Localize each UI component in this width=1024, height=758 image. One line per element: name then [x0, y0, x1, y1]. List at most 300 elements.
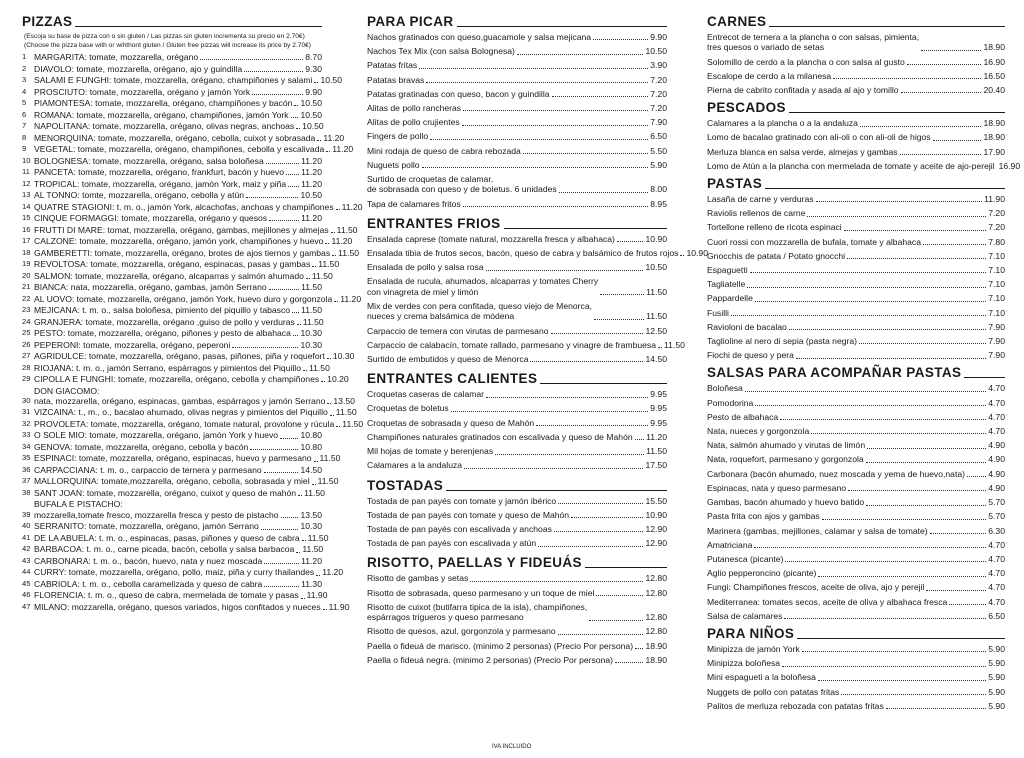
menu-item	[22, 259, 340, 269]
item-name: Palitos de merluza rebozada con patatas fritas	[707, 700, 884, 711]
leader-dots	[517, 54, 644, 55]
leader-dots	[426, 82, 648, 83]
item-price: 11.20	[301, 178, 322, 189]
item-price: 7.10	[988, 265, 1005, 276]
menu-item	[22, 487, 325, 498]
entrantes-frios-list	[367, 233, 708, 365]
item-price: 4.70	[988, 383, 1005, 394]
item-number: 45	[22, 578, 31, 588]
item-number: 37	[22, 476, 31, 486]
leader-dots	[594, 319, 644, 320]
item-name: CARPACCIANA: t. m. o., carpaccio de ternera y parmesano	[34, 464, 262, 475]
item-price: 7.90	[988, 350, 1005, 361]
item-name: Minipizza boloñesa	[707, 658, 781, 669]
leader-dots	[266, 163, 299, 164]
menu-item	[707, 118, 1005, 128]
item-number: 19	[22, 259, 31, 268]
menu-item	[367, 354, 667, 364]
menu-item	[367, 160, 667, 170]
item-name: Aglio pepperoncino (picante)	[707, 568, 817, 579]
item-name: Champiñones naturales gratinados con escalivada y queso de Mahón	[367, 431, 633, 442]
leader-dots	[293, 335, 299, 336]
leader-dots	[901, 92, 982, 93]
gluten-note-es: (Escoja su base de pizza con o sin gluten / Las pizzas sin gluten incrementa su precio en 2.70€)	[24, 33, 305, 40]
leader-dots	[785, 561, 986, 562]
leader-dots	[291, 117, 299, 118]
item-number: 32	[22, 418, 31, 428]
item-name: Carpaccio de calabacín, tomate rallado, parmesano y vinagre de frambuesa	[367, 339, 657, 350]
leader-dots	[967, 476, 986, 477]
menu-item	[707, 483, 1005, 493]
item-name: Tortellone relleno de ricota espinaci	[707, 222, 842, 233]
item-name: Pomodorina	[707, 397, 754, 408]
leader-dots	[326, 151, 330, 152]
menu-item	[22, 270, 333, 281]
item-price: 11.50	[338, 247, 360, 258]
item-name: CARBONARA: t. m. o., bacón, huevo, nata y nuez moscada	[34, 555, 263, 566]
leader-dots	[755, 405, 986, 406]
item-price: 7.10	[988, 279, 1005, 290]
leader-dots	[430, 139, 648, 140]
leader-dots	[422, 167, 649, 168]
menu-item	[707, 383, 1005, 393]
item-name: Marinera (gambas, mejillones, calamar y salsa de tomate)	[707, 525, 928, 536]
leader-dots	[866, 462, 987, 463]
menu-item	[367, 131, 667, 141]
menu-item	[22, 317, 322, 327]
menu-item	[22, 110, 322, 120]
item-price: 17.90	[983, 146, 1005, 157]
item-price: 11.20	[301, 213, 322, 223]
leader-dots	[250, 449, 298, 450]
item-price: 7.20	[650, 74, 667, 85]
item-name: SALAMI E FUNGHI: tomate, mozzarella, orégano, champiñones y salami	[34, 75, 313, 85]
leader-dots	[530, 361, 643, 362]
item-name: PROVOLETA: tomate, mozzarella, orégano, tomate natural, provolone y rúcula	[34, 418, 335, 429]
item-name: Fingers de pollo	[367, 131, 429, 142]
menu-item	[367, 248, 708, 259]
pizzas-header	[22, 14, 322, 29]
leader-dots	[930, 533, 987, 534]
item-price: 5.90	[988, 686, 1005, 697]
tax-note: IVA INCLUIDO	[492, 744, 532, 750]
item-name: BUFALA E PISTACHO:	[34, 499, 123, 510]
item-price: 7.10	[988, 307, 1005, 318]
item-number: 15	[22, 213, 31, 222]
item-name: Ensalada caprese (tomate natural, mozzarella fresca y albahaca)	[367, 233, 615, 244]
ninos-list	[707, 644, 1005, 711]
item-name: Tostada de pan payés con escalivada y atún	[367, 538, 537, 549]
item-name: Nachos Tex Mix (con salsa Bolognesa)	[367, 46, 515, 57]
item-price: 4.70	[988, 397, 1005, 408]
item-price: 5.90	[988, 700, 1005, 711]
item-name: Amatriciana	[707, 539, 753, 550]
item-price: 11.50	[335, 407, 357, 418]
item-name: Nachos gratinados con queso,guacamole y salsa mejicana	[367, 32, 592, 42]
menu-item	[707, 85, 1005, 95]
menu-item	[367, 117, 667, 127]
leader-dots	[269, 220, 299, 221]
item-price: 10.30	[332, 351, 355, 361]
section-title: SALSAS PARA ACOMPAÑAR PASTAS	[707, 365, 962, 381]
item-price: 16.90	[998, 160, 1021, 171]
item-name: FRUTTI DI MARE: tomat, mozzarella, orégano, gambas, mejillones y almejas	[34, 224, 329, 235]
leader-dots	[292, 312, 299, 313]
item-price: 7.90	[650, 117, 667, 128]
item-price: 11.20	[331, 236, 353, 246]
leader-dots	[286, 174, 299, 175]
menu-item	[367, 199, 667, 209]
menu-item	[22, 418, 364, 429]
menu-item	[22, 532, 329, 543]
leader-dots	[296, 128, 300, 129]
leader-dots	[264, 586, 299, 587]
item-price: 10.50	[645, 46, 667, 57]
item-price: 11.20	[340, 293, 362, 304]
item-price: 11.20	[301, 167, 322, 177]
item-name: Gambas, bacón ahumado y huevo batido	[707, 497, 865, 508]
item-price: 4.70	[988, 539, 1005, 550]
item-price: 11.50	[319, 453, 341, 464]
item-price: 4.90	[988, 440, 1005, 451]
leader-dots	[419, 68, 648, 69]
leader-dots	[807, 216, 986, 217]
menu-item	[707, 32, 1005, 53]
item-name: Gnocchis de patata / Potato gnocchi	[707, 250, 846, 261]
item-number: 29	[22, 374, 31, 383]
item-price: 10.90	[645, 233, 667, 244]
menu-item	[707, 611, 1005, 621]
item-price: 11.50	[304, 487, 325, 498]
pastas-list	[707, 194, 1005, 361]
menu-item	[707, 454, 1005, 464]
leader-dots	[232, 347, 298, 348]
item-price: 18.90	[645, 640, 667, 651]
menu-item	[22, 601, 350, 612]
item-price: 6.50	[988, 610, 1005, 621]
menu-item	[707, 293, 1005, 303]
item-name: Croquetas caseras de calamar	[367, 389, 485, 400]
menu-item	[367, 60, 667, 70]
menu-item	[367, 46, 667, 56]
leader-dots	[558, 503, 643, 504]
leader-dots	[536, 425, 648, 426]
leader-dots	[600, 294, 644, 295]
item-name: Boloñesa	[707, 383, 743, 394]
carnes-list	[707, 32, 1005, 95]
item-number: 1	[22, 52, 27, 61]
item-price: 10.30	[300, 339, 322, 350]
menu-item	[367, 89, 667, 99]
item-number: 41	[22, 532, 31, 542]
item-price: 20.40	[983, 85, 1005, 96]
item-price: 10.50	[645, 262, 667, 273]
leader-dots	[462, 125, 649, 126]
item-name: Tagliatelle	[707, 279, 746, 290]
item-name: Pesto de albahaca	[707, 411, 779, 422]
item-price: 4.70	[988, 411, 1005, 422]
menu-item	[707, 672, 1005, 682]
leader-dots	[886, 708, 987, 709]
menu-item	[22, 567, 344, 578]
menu-item	[22, 442, 322, 452]
menu-item	[22, 201, 363, 212]
item-number: 5	[22, 98, 27, 107]
item-number: 23	[22, 305, 31, 314]
menu-item	[22, 430, 322, 440]
item-name: SERRANITO: tomate, mozzarella, orégano, jamón Serrano	[34, 521, 259, 532]
item-price: 4.70	[988, 426, 1005, 437]
item-name: Nata, roquefort, parmesano y gorgonzola	[707, 454, 864, 465]
item-price: 8.00	[650, 184, 667, 195]
menu-item	[22, 213, 322, 223]
item-number: 46	[22, 590, 31, 600]
item-name: NAPOLITANA: tomate, mozzarella, orégano, olivas negras, anchoas	[34, 121, 295, 131]
item-price: 3.90	[650, 60, 667, 71]
item-price: 7.20	[650, 88, 667, 99]
leader-dots	[301, 598, 305, 599]
item-name: Tostada de pan payés con escalivada y anchoas	[367, 523, 552, 534]
leader-dots	[900, 154, 982, 155]
item-name-continued: con vinagreta de miel y limón	[367, 286, 479, 297]
item-price: 10.50	[300, 109, 322, 120]
leader-dots	[302, 540, 306, 541]
item-name: BOLOGNESA: tomate, mozzarella, orégano, salsa boloñesa	[34, 155, 264, 166]
leader-dots	[523, 153, 648, 154]
item-name: QUATRE STAGIONI: t. m. o., jamón York, alcachofas, anchoas y champiñones	[34, 201, 334, 212]
item-price: 12.90	[645, 523, 667, 534]
item-price: 12.80	[645, 626, 667, 637]
leader-dots	[486, 270, 644, 271]
item-number: 9	[22, 144, 27, 153]
item-name: Paella o fideuá de marisco. (minimo 2 personas) (Precio Por persona)	[367, 640, 634, 651]
item-price: 10.50	[300, 190, 322, 200]
item-price: 11.50	[646, 311, 667, 322]
item-name: Tapa de calamares fritos	[367, 198, 461, 209]
menu-item	[707, 194, 1005, 204]
section-title: PASTAS	[707, 176, 763, 192]
menu-item	[22, 224, 358, 235]
item-name: Mediterranea: tomates secos, aceite de oliva y albahaca fresca	[707, 596, 948, 607]
item-price: 14.50	[300, 464, 322, 475]
pizza-list	[22, 52, 364, 612]
item-price: 7.20	[988, 208, 1005, 219]
leader-dots	[312, 484, 316, 485]
item-name: PESTO: tomate, mozzarella, orégano, piñones y pesto de albahaca	[34, 328, 291, 338]
leader-dots	[312, 266, 316, 267]
menu-item	[22, 465, 322, 475]
risotto-list	[367, 573, 667, 665]
menu-item	[22, 75, 342, 85]
item-number: 26	[22, 339, 31, 349]
item-name: Fiochi de queso y pera	[707, 350, 794, 361]
leader-dots	[281, 517, 299, 518]
menu-item	[707, 497, 1005, 507]
item-price: 5.90	[988, 672, 1005, 683]
item-price: 13.50	[300, 509, 322, 520]
item-price: 9.30	[305, 63, 322, 74]
item-price: 11.50	[302, 544, 324, 555]
item-price: 11.50	[646, 446, 667, 457]
item-number: 11	[22, 167, 30, 176]
menu-item	[22, 98, 322, 108]
ninos-header	[707, 626, 1005, 641]
item-price: 11.50	[342, 418, 364, 429]
menu-item	[367, 276, 667, 297]
item-name: Mix de verdes con pera confitada, queso viejo de Menorca,	[367, 301, 592, 312]
item-name-continued: nata, mozzarella, orégano, espinacas, gambas, espárragos y jamón Serrano	[34, 395, 326, 406]
item-name: GENOVA: tomate, mozzarella, orégano, cebolla y bacón	[34, 441, 249, 452]
menu-item	[707, 222, 1005, 232]
item-name: MALLORQUINA: tomate,mozzarella, orégano, cebolla, sobrasada y miel	[34, 476, 310, 487]
item-name: Carbonara (bacón ahumado, nuez moscada y yema de huevo,nata)	[707, 468, 965, 479]
pescados-list	[707, 118, 1021, 171]
leader-dots	[334, 301, 338, 302]
leader-dots	[280, 438, 298, 439]
leader-dots	[818, 680, 986, 681]
leader-dots	[331, 232, 335, 233]
item-number: 31	[22, 407, 31, 417]
item-price: 11.90	[984, 194, 1005, 205]
item-name: Taglioline al nero di sepia (pasta negra)	[707, 336, 858, 347]
menu-item	[367, 262, 667, 272]
menu-item	[707, 265, 1005, 275]
menu-item	[707, 644, 1005, 654]
item-name: Pappardelle	[707, 293, 753, 304]
para-picar-header	[367, 14, 667, 29]
item-name: Escalope de cerdo a la milanesa	[707, 70, 832, 81]
item-name: Risotto de gambas y setas	[367, 573, 469, 584]
item-number: 33	[22, 430, 31, 440]
item-number: 10	[22, 155, 31, 165]
item-name-continued: nueces y crema balsámica de módena	[367, 311, 515, 322]
tostadas-header	[367, 478, 667, 493]
leader-dots	[269, 289, 299, 290]
item-price: 14.50	[645, 354, 667, 365]
leader-dots	[495, 454, 644, 455]
item-price: 7.90	[988, 321, 1005, 332]
item-number: 47	[22, 601, 31, 611]
item-number: 20	[22, 270, 31, 280]
menu-item	[707, 350, 1005, 360]
item-name: PEPERONI: tomate, mozzarella, orégano, peperoni	[34, 339, 231, 350]
item-name: Lasaña de carne y verduras	[707, 194, 814, 205]
item-price: 10.80	[300, 441, 322, 452]
tostadas-list	[367, 496, 667, 549]
leader-dots	[926, 590, 986, 591]
section-title: CARNES	[707, 14, 767, 29]
item-name: Risotto de cuixot (butifarra tipica de la isla), champiñones,	[367, 601, 588, 612]
menu-item	[367, 602, 667, 623]
item-number: 36	[22, 464, 31, 474]
item-price: 5.50	[650, 145, 667, 156]
leader-dots	[755, 301, 986, 302]
menu-item	[367, 389, 667, 399]
item-name: Espinacas, nata y queso parmesano	[707, 482, 847, 493]
section-title: ENTRANTES CALIENTES	[367, 371, 538, 387]
item-name: O SOLE MIO: tomate, mozzarella, orégano, jamón York y huevo	[34, 430, 279, 441]
leader-dots	[589, 620, 643, 621]
menu-item	[367, 641, 667, 651]
leader-dots	[551, 333, 644, 334]
item-number: 17	[22, 236, 31, 245]
item-price: 10.90	[645, 509, 667, 520]
menu-item	[22, 499, 322, 520]
leader-dots	[552, 96, 649, 97]
item-number: 8	[22, 132, 27, 142]
item-price: 10.90	[686, 248, 708, 259]
item-price: 11.20	[323, 132, 345, 143]
item-number: 40	[22, 521, 31, 531]
item-name: MILANO: mozzarella, orégano, quesos variados, higos confitados y nueces	[34, 601, 321, 612]
leader-dots	[811, 433, 986, 434]
menu-item	[707, 322, 1005, 332]
item-name: Patatas gratinadas con queso, bacon y guindilla	[367, 88, 550, 99]
item-price: 9.95	[650, 417, 667, 428]
item-name: BARBACOA: t. m. o., carne picada, bacón, cebolla y salsa barbacoa	[34, 544, 295, 555]
item-name: Ensalada de pollo y salsa rosa	[367, 262, 484, 273]
item-name: Patatas bravas	[367, 74, 425, 85]
menu-item	[367, 510, 667, 520]
item-name: Fusilli	[707, 307, 729, 318]
menu-item	[707, 398, 1005, 408]
item-price: 10.50	[320, 75, 342, 85]
item-name: AGRIDULCE: tomate, mozzarella, orégano, pasas, piñones, piña y roquefort	[34, 351, 325, 361]
menu-item	[367, 146, 667, 156]
menu-item	[707, 511, 1005, 521]
item-name: CALZONE: tomate, mozzarella, orégano, jamón york, champiñones y huevo	[34, 236, 324, 246]
item-price: 11.20	[646, 431, 667, 442]
leader-dots	[558, 634, 644, 635]
item-price: 11.50	[318, 259, 340, 269]
item-name: Surtido de embutidos y queso de Menorca	[367, 354, 529, 365]
section-title: PARA PICAR	[367, 14, 454, 29]
menu-item	[367, 403, 667, 413]
item-number: 35	[22, 453, 31, 463]
item-price: 11.20	[301, 555, 322, 566]
item-price: 11.90	[306, 590, 328, 601]
item-name: Risotto de sobrasada, queso parmesano y un toque de miel	[367, 587, 595, 598]
item-name: PANCETA: tomate, mozzarella, orégano, frankfurt, bacón y huevo	[34, 167, 284, 177]
section-title: PIZZAS	[22, 14, 73, 29]
item-name: DON GIACOMO:	[34, 385, 100, 396]
item-name: Minipizza de jamón York	[707, 643, 800, 654]
menu-item	[367, 573, 667, 583]
item-number: 28	[22, 362, 31, 372]
leader-dots	[463, 206, 649, 207]
leader-dots	[200, 59, 303, 60]
leader-dots	[463, 110, 648, 111]
item-price: 6.50	[650, 131, 667, 142]
item-name-continued: de sobrasada con queso y de boletus. 6 unidades	[367, 184, 557, 195]
item-name: BIANCA: nata, mozzarella, orégano, gambas, jamón Serrano	[34, 282, 267, 292]
item-price: 11.20	[301, 155, 322, 166]
item-name: Tostada de pan payés con tomate y jamón ibérico	[367, 495, 557, 506]
menu-item	[22, 305, 322, 315]
menu-item	[367, 626, 667, 636]
menu-item	[707, 160, 1021, 171]
menu-item	[707, 582, 1005, 592]
menu-item	[367, 234, 667, 244]
item-price: 11.30	[301, 578, 322, 589]
leader-dots	[336, 426, 340, 427]
item-price: 11.50	[336, 224, 358, 235]
item-price: 4.70	[988, 582, 1005, 593]
item-price: 9.90	[650, 32, 667, 42]
leader-dots	[264, 472, 299, 473]
item-name: AL UOVO: tomate, mozzarella, orégano, jamón York, huevo duro y gorgonzola	[34, 293, 333, 304]
item-name: RIOJANA: t. m. o., jamón Serrano, espárragos y pimientos del Piquillo	[34, 362, 301, 373]
